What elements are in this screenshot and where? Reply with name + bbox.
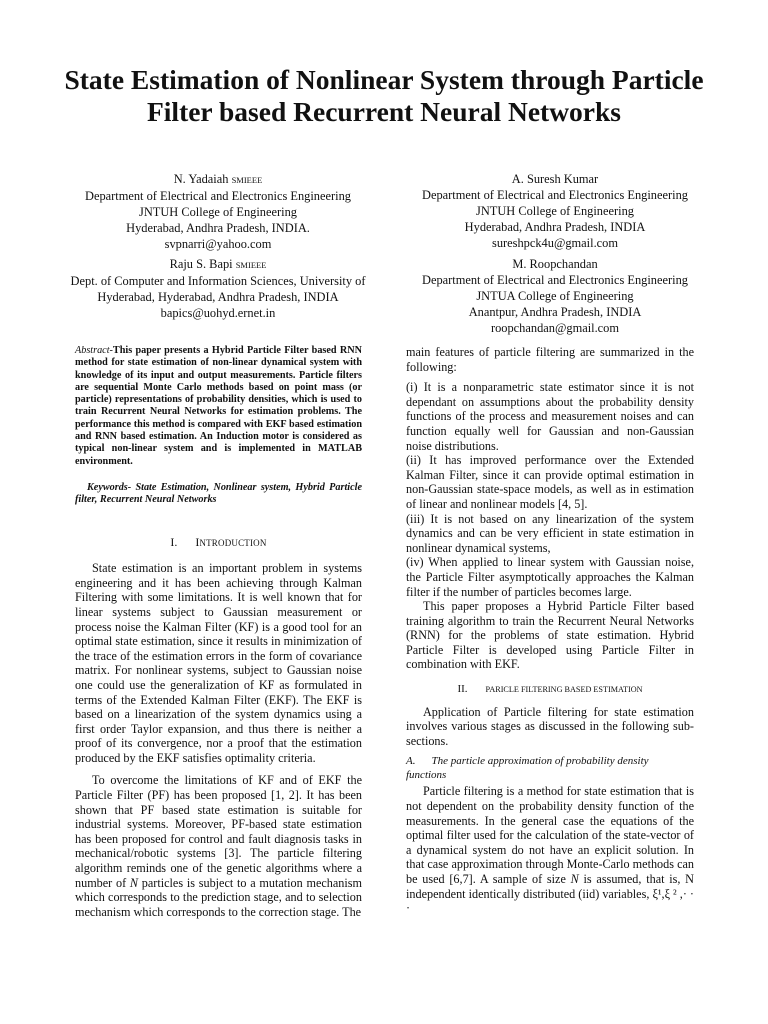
subsection-title-cont: functions xyxy=(406,769,447,782)
list-item: (i) It is a nonparametric state estimator since it is not dependant on assumptions about the probability density functions of the process and measurement noises and can function equally well for Gaussian and non-Gaussian noise distributions. xyxy=(406,380,694,453)
author-affiliation: Department of Electrical and Electronics Engineering xyxy=(422,188,688,202)
author-affiliation: Department of Electrical and Electronics Engineering xyxy=(85,189,351,203)
section-number: I. xyxy=(170,534,178,549)
author-affiliation: Dept. of Computer and Information Sciences, University of xyxy=(70,274,366,288)
author-affiliation: Anantpur, Andhra Pradesh, INDIA xyxy=(468,305,642,319)
author-affiliation: Department of Electrical and Electronics Engineering xyxy=(422,273,688,287)
list-item: (iii) It is not based on any linearization of the system dynamics and can be very efficient in state estimation in nonlinear dynamical systems, xyxy=(406,511,694,555)
subsection-label: A. xyxy=(406,755,416,768)
section2-paragraph: Application of Particle filtering for state estimation involves various stages as discussed in the following sub-sections. xyxy=(406,704,694,748)
abstract-lead: Abstract- xyxy=(75,345,113,356)
section-heading-particle-filtering xyxy=(406,682,694,698)
list-item: (iv) When applied to linear system with Gaussian noise, the Particle Filter asymptotically approaches the Kalman filter if the number of particles becomes large. xyxy=(406,555,694,599)
author-email: roopchandan@gmail.com xyxy=(490,321,620,335)
right-column xyxy=(406,345,694,916)
features-list xyxy=(406,380,694,599)
subsection-a-paragraph: Particle filtering is a method for state estimation that is not dependent on the probability density function of the measurements. In the general case the equations of the optimal filter used for the calculation of the state-vector of a dynamical system do not have an explicit solution. In that case approximation through Monte-Carlo methods can be used [6,7]. A sample of size N is assumed, that is, N independent identically distributed (iid) variables, ξ¹,ξ ² ,· · · xyxy=(406,784,694,916)
author-name: A. Suresh Kumar xyxy=(511,172,599,186)
author-affiliation: JNTUA College of Engineering xyxy=(476,289,634,303)
intro-paragraph-1: State estimation is an important problem in systems engineering and it has been achieving through Kalman Filtering with some limitations. It is well known that for linear systems subject to Gaussian measurement or process noise the Kalman Filter (KF) is a good tool for an optimal state estimation, since it results in minimization of the trace of the estimation errors in the form of covariance matrix. For nonlinear systems, subject to Gaussian noise one could use the generalization of KF as formulated in terms of the Extended Kalman Filter (EKF). The EKF is based on a linearization of the system dynamics using a first order Taylor expansion, and thus there is neither a proof of its convergence, nor a proof that the estimation produced by the EKF satisfies optimality criteria. xyxy=(75,561,362,765)
section-title-initial: I xyxy=(195,534,200,549)
abstract-text: This paper presents a Hybrid Particle Filter based RNN method for state estimation of non-linear dynamical system with knowledge of its input and output measurements. Particle filters are sequential Monte Carlo methods based on point mass (or particle) representations of probability densities, which is used to train Recurrent Neural Networks for estimation problems. The performance this method is compared with EKF based estimation and RNN based estimation. An Induction motor is considered as typical non-linear system and is implemented in MATLAB environment. xyxy=(75,345,362,467)
author-email: sureshpck4u@gmail.com xyxy=(492,236,618,250)
intro-paragraph-2: To overcome the limitations of KF and of EKF the Particle Filter (PF) has been proposed [1, 2]. It has been shown that PF based state estimation is suitable for industrial systems. Moreover, PF-based state estimation has been proposed for control and fault diagnosis tasks in mechanical/robotic systems [3]. The particle filtering algorithm reminds one of the genetic algorithms where a number of N particles is subject to a mutation mechanism which corresponds to the prediction stage, and to selection mechanism which corresponds to the correction stage. The xyxy=(75,773,362,919)
section-heading-introduction xyxy=(75,535,362,551)
author-block-3 xyxy=(60,256,376,321)
features-intro: main features of particle filtering are summarized in the following: xyxy=(406,345,694,374)
author-affiliation: JNTUH College of Engineering xyxy=(139,205,297,219)
abstract xyxy=(75,345,362,468)
author-block-2 xyxy=(390,171,720,251)
proposal-paragraph: This paper proposes a Hybrid Particle Filter based training algorithm to train the Recurrent Neural Networks (RNN) for the problems of state estimation. Hybrid Particle Filter is developed using Particle Filter in combination with EKF. xyxy=(406,599,694,672)
author-name: N. Yadaiah xyxy=(173,172,229,186)
left-column xyxy=(75,345,362,919)
author-block-1 xyxy=(60,171,376,252)
author-email: bapics@uohyd.ernet.in xyxy=(160,306,276,320)
section-title-rest: NTRODUCTION xyxy=(199,537,267,548)
author-email: svpnarri@yahoo.com xyxy=(164,237,272,251)
section-title: PARICLE FILTERING BASED ESTIMATION xyxy=(485,685,643,695)
author-grade: SMIEEE xyxy=(231,175,263,185)
author-grade: SMIEEE xyxy=(235,260,267,270)
author-name: M. Roopchandan xyxy=(512,257,598,271)
keywords: Keywords- State Estimation, Nonlinear system, Hybrid Particle filter, Recurrent Neural Networks xyxy=(75,481,362,506)
list-item: (ii) It has improved performance over the Extended Kalman Filter, since it can provide optimal estimation in non-Gaussian state-space models, as well as in estimation of linear and nonlinear models [4, 5]. xyxy=(406,453,694,511)
subsection-heading-a xyxy=(406,754,694,782)
author-affiliation: Hyderabad, Hyderabad, Andhra Pradesh, INDIA xyxy=(97,290,339,304)
author-name: Raju S. Bapi xyxy=(169,257,233,271)
paper-title: State Estimation of Nonlinear System through Particle Filter based Recurrent Neural Networks xyxy=(64,64,704,127)
author-affiliation: Hyderabad, Andhra Pradesh, INDIA. xyxy=(126,221,310,235)
author-affiliation: Hyderabad, Andhra Pradesh, INDIA xyxy=(464,220,646,234)
subsection-title: The particle approximation of probability density xyxy=(431,755,649,768)
author-affiliation: JNTUH College of Engineering xyxy=(476,204,634,218)
author-block-4 xyxy=(390,256,720,336)
section-number: II. xyxy=(457,683,468,696)
